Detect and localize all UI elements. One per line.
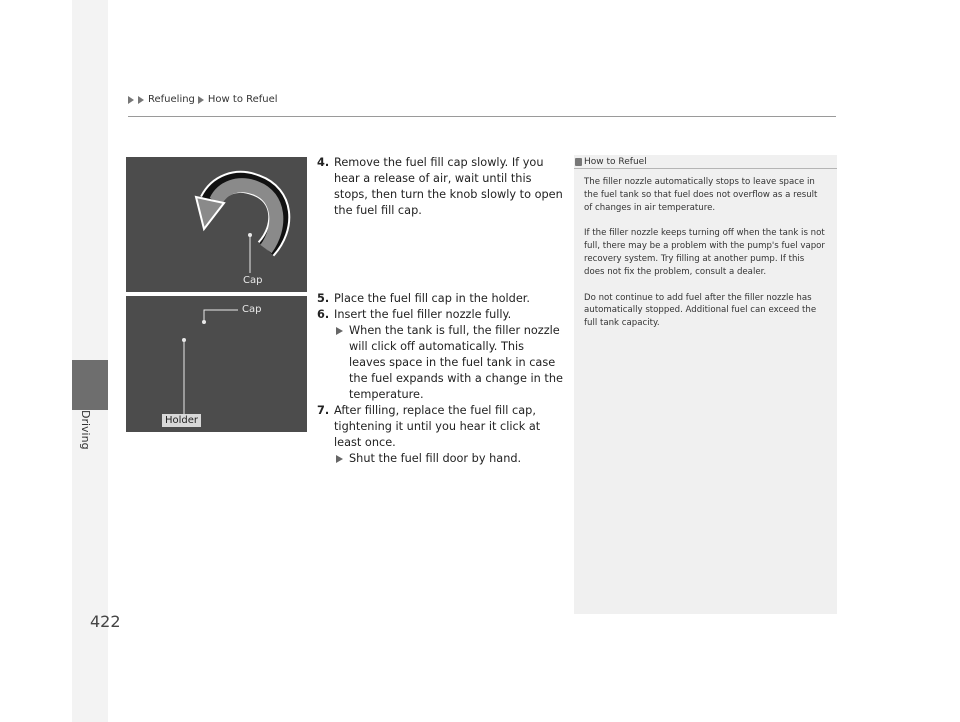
callout-cap-label: Cap xyxy=(243,275,263,286)
step-text: Insert the fuel filler nozzle fully. xyxy=(334,308,512,321)
step-result-text: When the tank is full, the filler nozzle will click off automatically. This leaves space in the fuel tank in case the fuel expands with a change in the temperature. xyxy=(349,324,563,401)
sidebar-paragraph: If the filler nozzle keeps turning off when the tank is not full, there may be a problem with the pump's fuel vapor recovery system. Try filling at another pump. If this does not fix the problem, consult a dealer. xyxy=(584,228,825,277)
breadcrumb-arrow-icon xyxy=(138,96,144,104)
figure-cap-holder xyxy=(126,296,307,432)
side-tab-label[interactable]: Driving xyxy=(79,410,92,450)
step-number: 6. xyxy=(317,308,330,321)
step-item xyxy=(317,291,563,307)
sidebar-note xyxy=(574,155,837,614)
page-number: 422 xyxy=(90,612,121,631)
step-item xyxy=(317,403,563,451)
breadcrumb xyxy=(128,94,278,105)
note-icon xyxy=(575,158,582,166)
cap-removal-illustration xyxy=(126,157,307,292)
step-result xyxy=(334,323,563,403)
procedure-steps xyxy=(317,155,563,467)
sidebar-paragraph: The filler nozzle automatically stops to leave space in the fuel tank so that fuel does not overflow as a result of changes in air temperature. xyxy=(584,177,818,213)
cap-holder-illustration xyxy=(126,296,307,432)
step-item xyxy=(317,155,563,219)
breadcrumb-arrow-icon xyxy=(128,96,134,104)
step-text: After filling, replace the fuel fill cap, tightening it until you hear it click at least once. xyxy=(334,404,541,449)
breadcrumb-arrow-icon xyxy=(198,96,204,104)
step-result xyxy=(334,451,563,467)
step-result-text: Shut the fuel fill door by hand. xyxy=(349,452,522,465)
step-text: Remove the fuel fill cap slowly. If you hear a release of air, wait until this stops, then turn the knob slowly to open the fuel fill cap. xyxy=(334,156,563,217)
side-tab-marker xyxy=(72,360,108,410)
figure-cap-removal xyxy=(126,157,307,292)
callout-cap-label: Cap xyxy=(242,304,262,315)
sidebar-note-header xyxy=(574,155,837,169)
callout-holder-label: Holder xyxy=(162,414,201,427)
header-divider xyxy=(128,116,836,117)
result-arrow-icon xyxy=(336,455,343,463)
step-text: Place the fuel fill cap in the holder. xyxy=(334,292,531,305)
step-number: 7. xyxy=(317,404,330,417)
step-number: 4. xyxy=(317,156,330,169)
result-arrow-icon xyxy=(336,327,343,335)
step-number: 5. xyxy=(317,292,330,305)
step-item xyxy=(317,307,563,323)
sidebar-paragraph: Do not continue to add fuel after the filler nozzle has automatically stopped. Additional fuel can exceed the full tank capacity. xyxy=(584,292,817,329)
sidebar-note-title[interactable]: How to Refuel xyxy=(584,157,647,167)
breadcrumb-item[interactable]: Refueling xyxy=(148,94,195,105)
breadcrumb-item[interactable]: How to Refuel xyxy=(207,94,278,105)
